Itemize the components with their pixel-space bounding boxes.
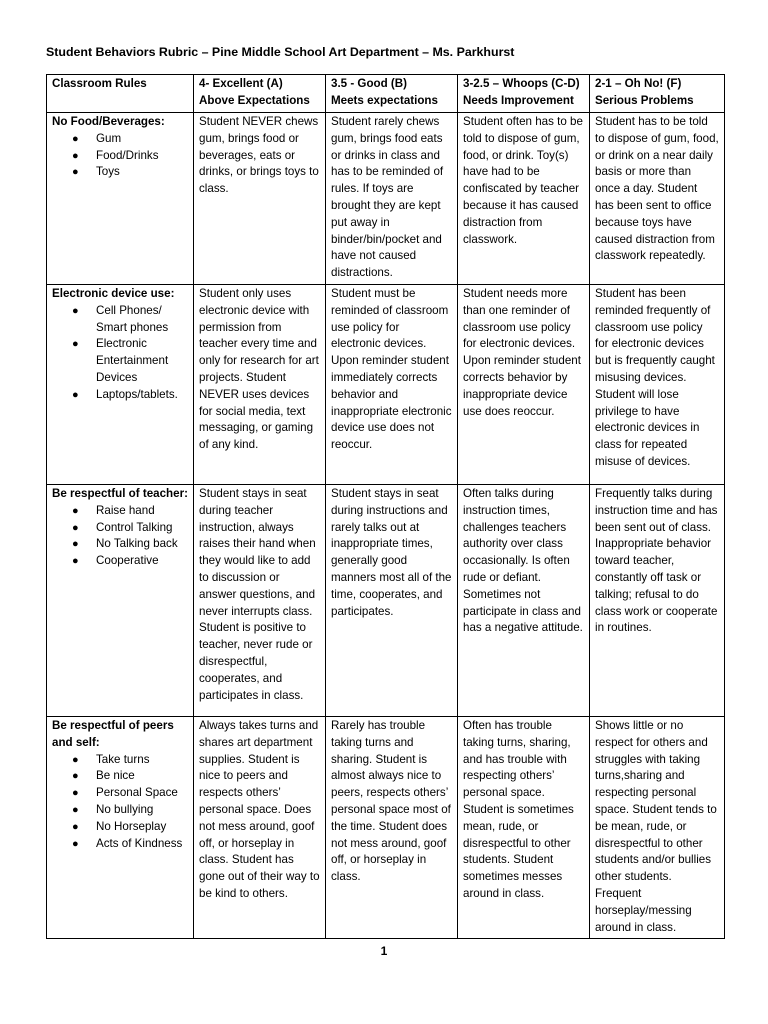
item-label: Gum xyxy=(96,131,122,145)
header-grade: 3-2.5 – Whoops (C-D) xyxy=(463,77,580,90)
rule-name: No Food/Beverages: xyxy=(52,115,165,128)
item-label: No Talking back xyxy=(96,537,178,551)
excellent-cell: Student stays in seat during teacher instruction, always raises their hand when they would like to add to discussion or answer questions, and never interrupts class. Student is positive to teacher, never rude or disrespectful, cooperates, and participates in class. xyxy=(194,484,326,716)
list-item xyxy=(64,536,188,553)
header-oh-no xyxy=(590,75,725,113)
table-row xyxy=(47,113,725,285)
list-item xyxy=(64,553,188,570)
header-good xyxy=(326,75,458,113)
header-label: Classroom Rules xyxy=(52,77,147,90)
bullet-icon: ● xyxy=(72,338,79,351)
good-cell: Student stays in seat during instructions and rarely talks out at inappropriate times, generally good manners most all of the time, cooperates, and participates. xyxy=(326,484,458,716)
item-label: Acts of Kindness xyxy=(96,836,183,850)
rule-items xyxy=(52,503,188,570)
table-row xyxy=(47,716,725,938)
rule-cell xyxy=(47,484,194,716)
good-cell: Student must be reminded of classroom use policy for electronic devices. Upon reminder student immediately corrects behavior and inappropriate electronic device use does not reoccur. xyxy=(326,284,458,484)
rule-name: Be respectful of peers and self: xyxy=(52,718,174,749)
rule-cell xyxy=(47,113,194,285)
item-label: Electronic Entertainment Devices xyxy=(96,337,169,384)
item-label: Food/Drinks xyxy=(96,148,159,162)
header-excellent xyxy=(194,75,326,113)
bullet-icon: ● xyxy=(72,388,79,401)
bullet-icon: ● xyxy=(72,770,79,783)
bullet-icon: ● xyxy=(72,803,79,816)
list-item xyxy=(64,303,188,337)
bullet-icon: ● xyxy=(72,149,79,162)
excellent-cell: Student NEVER chews gum, brings food or beverages, eats or drinks, or brings toys to class. xyxy=(194,113,326,285)
excellent-cell: Student only uses electronic device with permission from teacher every time and only for research for art projects. Student NEVER uses devices for social media, text messaging, or gaming of any kind. xyxy=(194,284,326,484)
rule-items xyxy=(52,131,188,181)
item-label: Be nice xyxy=(96,769,135,783)
item-label: Personal Space xyxy=(96,786,178,800)
rule-items xyxy=(52,303,188,404)
item-label: No bullying xyxy=(96,802,154,816)
rule-items xyxy=(52,752,188,853)
whoops-cell: Often talks during instruction times, challenges teachers authority over class occasionally. Is often rude or defiant. Sometimes not participate in class and has a negative attitude. xyxy=(458,484,590,716)
rule-cell xyxy=(47,716,194,938)
bullet-icon: ● xyxy=(72,538,79,551)
item-label: Cooperative xyxy=(96,554,159,568)
header-level: Serious Problems xyxy=(595,93,694,107)
good-cell: Rarely has trouble taking turns and sharing. Student is almost always nice to peers, respects others’ personal space most of the time. Student does not mess around, goof off, or horseplay in class. xyxy=(326,716,458,938)
item-label: Raise hand xyxy=(96,503,155,517)
list-item xyxy=(64,802,188,819)
bullet-icon: ● xyxy=(72,304,79,317)
header-level: Meets expectations xyxy=(331,93,438,107)
header-whoops xyxy=(458,75,590,113)
item-label: Take turns xyxy=(96,752,150,766)
oh-no-cell: Student has been reminded frequently of classroom use policy for electronic devices but is frequently caught misusing devices. Student will lose privilege to have electronic devices in class for repeated misuse of devices. xyxy=(590,284,725,484)
document-title: Student Behaviors Rubric – Pine Middle School Art Department – Ms. Parkhurst xyxy=(46,45,515,59)
list-item xyxy=(64,520,188,537)
page-number: 1 xyxy=(380,944,388,958)
header-level: Above Expectations xyxy=(199,93,310,107)
item-label: Cell Phones/ Smart phones xyxy=(96,303,169,334)
oh-no-cell: Frequently talks during instruction time and has been sent out of class. Inappropriate behavior toward teacher, constantly off task or talking; refusal to do class work or cooperate in routines. xyxy=(590,484,725,716)
list-item xyxy=(64,752,188,769)
rule-cell xyxy=(47,284,194,484)
header-level: Needs Improvement xyxy=(463,93,574,107)
bullet-icon: ● xyxy=(72,787,79,800)
header-grade: 3.5 - Good (B) xyxy=(331,77,407,90)
rubric-table xyxy=(46,74,725,939)
table-row xyxy=(47,484,725,716)
list-item xyxy=(64,819,188,836)
header-classroom-rules xyxy=(47,75,194,113)
good-cell: Student rarely chews gum, brings food eats or drinks in class and has to be reminded of rules. If toys are brought they are kept put away in binder/bin/pocket and have not caused distractions. xyxy=(326,113,458,285)
item-label: Toys xyxy=(96,165,120,179)
table-row xyxy=(47,284,725,484)
list-item xyxy=(64,148,188,165)
whoops-cell: Student often has to be told to dispose of gum, food, or drink. Toy(s) have had to be confiscated by teacher because it has caused distraction from classwork. xyxy=(458,113,590,285)
rule-name: Electronic device use: xyxy=(52,286,175,300)
bullet-icon: ● xyxy=(72,837,79,850)
excellent-cell: Always takes turns and shares art department supplies. Student is nice to peers and respects others’ personal space. Does not mess around, goof off, or horseplay in class. Student has gone out of their way to be kind to others. xyxy=(194,716,326,938)
bullet-icon: ● xyxy=(72,504,79,517)
list-item xyxy=(64,768,188,785)
bullet-icon: ● xyxy=(72,555,79,568)
bullet-icon: ● xyxy=(72,521,79,534)
list-item xyxy=(64,503,188,520)
oh-no-cell: Shows little or no respect for others and struggles with taking turns,sharing and respecting personal space. Student tends to be mean, rude, or disrespectful to other students and/or bullies other students. Frequent horseplay/messing around in class. xyxy=(590,716,725,938)
table-header-row xyxy=(47,75,725,113)
rule-name: Be respectful of teacher: xyxy=(52,486,188,500)
whoops-cell: Often has trouble taking turns, sharing, and has trouble with respecting others’ personal space. Student is sometimes mean, rude, or disrespectful to other students. Student sometimes messes around in class. xyxy=(458,716,590,938)
header-grade: 4- Excellent (A) xyxy=(199,77,283,90)
oh-no-cell: Student has to be told to dispose of gum, food, or drink on a near daily basis or more than once a day. Student has been sent to office because toys have caused distraction from classwork repeatedly. xyxy=(590,113,725,285)
list-item xyxy=(64,336,188,386)
bullet-icon: ● xyxy=(72,820,79,833)
list-item xyxy=(64,164,188,181)
list-item xyxy=(64,131,188,148)
list-item xyxy=(64,387,188,404)
bullet-icon: ● xyxy=(72,166,79,179)
bullet-icon: ● xyxy=(72,132,79,145)
whoops-cell: Student needs more than one reminder of classroom use policy for electronic devices. Upon reminder student corrects behavior by inappropriate device use does reoccur. xyxy=(458,284,590,484)
list-item xyxy=(64,785,188,802)
item-label: Laptops/tablets. xyxy=(96,387,178,401)
list-item xyxy=(64,836,188,853)
item-label: No Horseplay xyxy=(96,819,167,833)
item-label: Control Talking xyxy=(96,520,173,534)
bullet-icon: ● xyxy=(72,753,79,766)
header-grade: 2-1 – Oh No! (F) xyxy=(595,77,682,90)
